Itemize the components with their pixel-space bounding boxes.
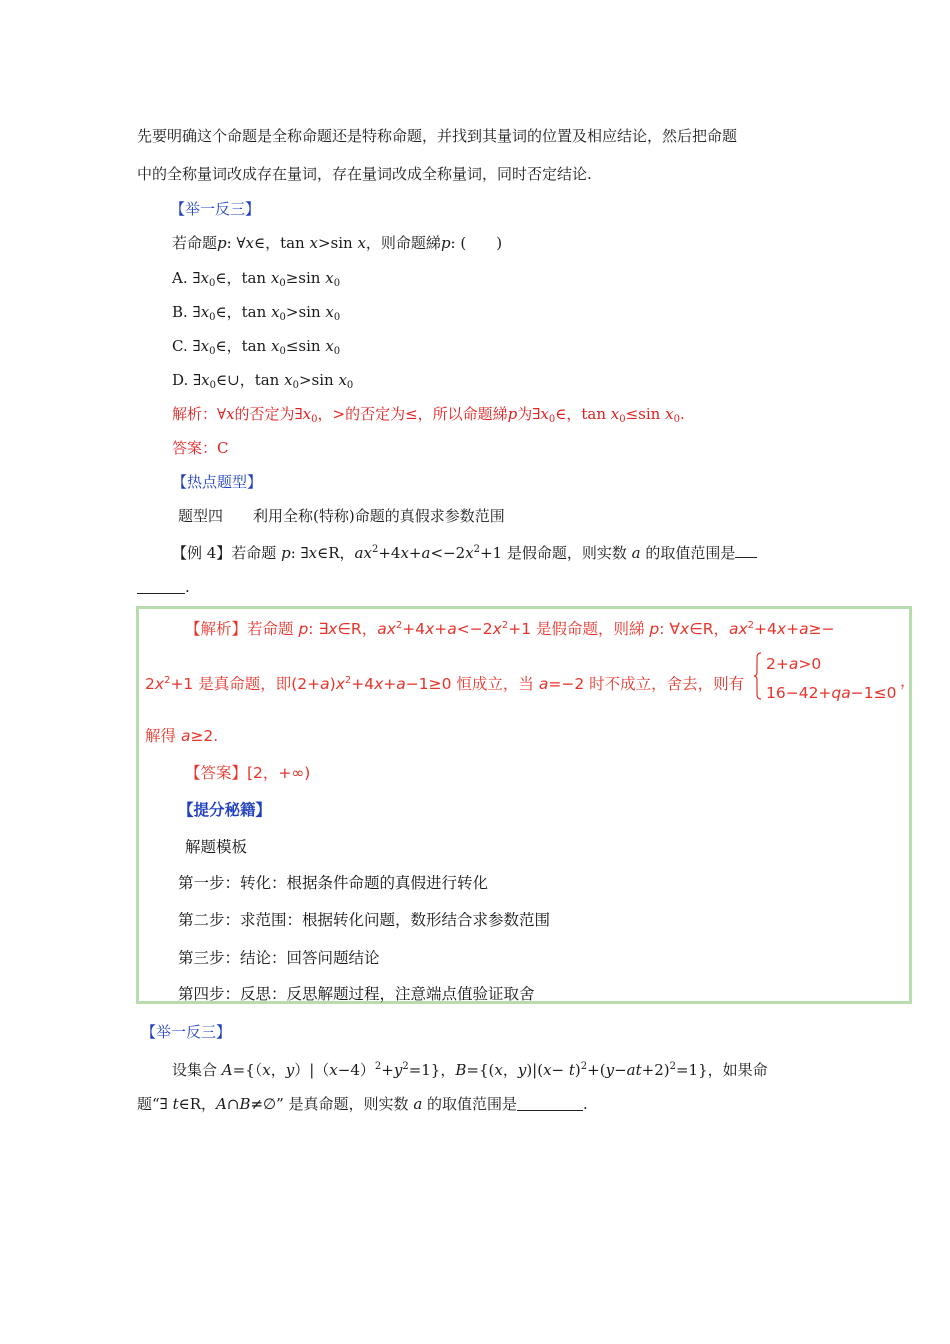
option-c: C. $\exists x_0\in$，$\tan x_0\le\sin$ $x_0$ bbox=[172, 337, 341, 357]
system-comma: ， bbox=[900, 672, 916, 690]
option-a: A. $\exists x_0\in$，$\tan x_0\ge\sin$ $x_0$ bbox=[172, 269, 341, 289]
solution-line-1: 【解析】若命题 p: ∃x∈R，$ax^2+4x+a<-2x^2+1$ 是假命题，则綈 p: ∀x∈R，$ax^2+4x+a\ge-$ bbox=[185, 620, 835, 638]
practice2-line-1: 设集合 A={（x，$y)|(x-4)^2+y^2=1$}，B={(x，$y)|(x- t)^2+(y-at+2)^2=1$}，如果命 bbox=[172, 1061, 768, 1079]
intro-line-1: 先要明确这个命题是全称命题还是特称命题，并找到其量词的位置及相应结论，然后把命题 bbox=[137, 127, 738, 145]
practice2-line-2: 题“∃ t∈R，A∩B≠∅” 是真命题，则实数 a 的取值范围是 . bbox=[137, 1095, 588, 1113]
step-4: 第四步：反思：反思解题过程，注意端点值验证取舍 bbox=[178, 985, 535, 1003]
practice1-analysis: 解析：∀x的否定为$\exists x_0$，>的否定为≤，所以命题綈p为$\exists x_0\in$，$\tan x_0\le\sin$ $x_0$. bbox=[172, 405, 685, 425]
practice1-answer: 答案：C bbox=[172, 439, 229, 457]
solution-line-2: $2x^2+1$ 是真命题，即$(2+a)x^2+4x+a-1\ge 0$ 恒成立，当 a=−2 时不成立，舍去，则有 bbox=[145, 675, 745, 693]
brace-icon bbox=[754, 652, 762, 700]
practice1-question: 若命题p: ∀x∈，tan x>sin x，则命题綈p: ( ) bbox=[172, 234, 503, 252]
solution-answer: 【答案】[2，+∞) bbox=[185, 764, 311, 782]
practice-heading-2: 【举一反三】 bbox=[141, 1023, 232, 1041]
practice-heading-1: 【举一反三】 bbox=[170, 200, 261, 218]
example-4: 【例 4】若命题 p: ∃x∈R，$ax^2+4x+a<-2x^2+1$ 是假命题，则实数 a 的取值范围是 bbox=[172, 540, 757, 563]
step-1: 第一步：转化：根据条件命题的真假进行转化 bbox=[178, 874, 489, 892]
step-3: 第三步：结论：回答问题结论 bbox=[178, 949, 380, 967]
intro-line-2: 中的全称量词改成存在量词，存在量词改成全称量词，同时否定结论. bbox=[137, 165, 592, 183]
system-eq-1: 2+a>0 bbox=[766, 655, 822, 673]
tips-heading: 【提分秘籍】 bbox=[178, 801, 272, 819]
system-eq-2: 16−42+qa−1≤0 bbox=[766, 684, 897, 702]
option-b: B. $\exists x_0\in$，$\tan x_0>\sin$ $x_0$ bbox=[172, 303, 341, 323]
step-2: 第二步：求范围：根据转化问题，数形结合求参数范围 bbox=[178, 911, 551, 929]
type-title: 题型四 利用全称(特称)命题的真假求参数范围 bbox=[178, 507, 505, 525]
option-d: D. $\exists x_0\in\cup$，$\tan x_0>\sin$ $x_0$ bbox=[172, 371, 354, 391]
template-title: 解题模板 bbox=[185, 838, 248, 856]
hot-heading: 【热点题型】 bbox=[172, 473, 263, 491]
example-4-blank: . bbox=[137, 577, 190, 597]
solution-line-3: 解得 a≥2. bbox=[145, 727, 219, 745]
